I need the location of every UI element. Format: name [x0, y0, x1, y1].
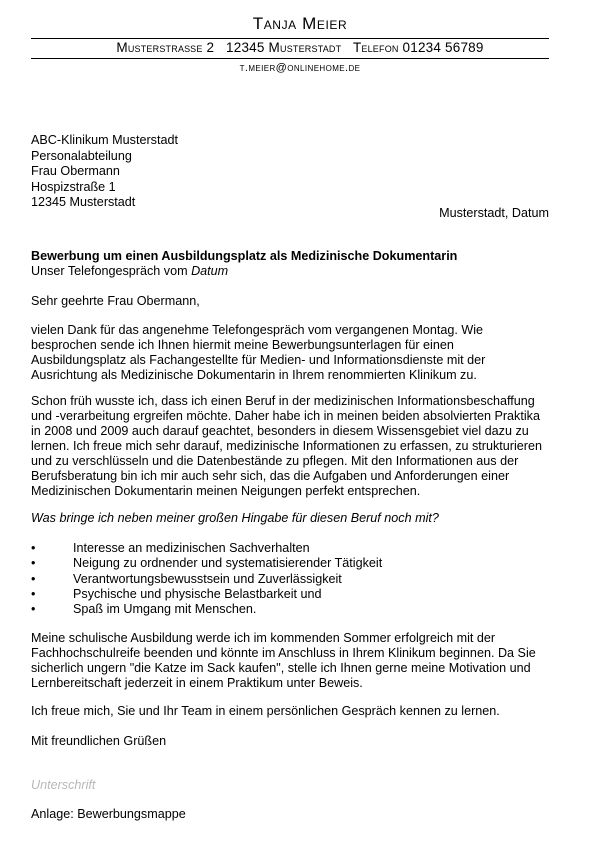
- bullet-icon: •: [31, 586, 36, 601]
- salutation: Sehr geehrte Frau Obermann,: [31, 294, 200, 308]
- paragraph-1: vielen Dank für das angenehme Telefongespräch vom vergangenen Montag. Wie besprochen sende ich Ihnen hiermit meine Bewerbungsunterlagen für einen Ausbildungsplatz als Fachangestellte für Medien- und Informationsdienste mit der Ausrichtung als Medizinische Dokumentarin in Ihrem renommierten Klinikum zu.: [31, 323, 486, 382]
- bullet-icon: •: [31, 556, 36, 571]
- question-line: Was bringe ich neben meiner großen Hingabe für diesen Beruf noch mit?: [31, 511, 439, 525]
- list-item: [31, 556, 547, 571]
- closing-formula: Mit freundlichen Grüßen: [31, 734, 167, 748]
- subject-block: [31, 249, 551, 279]
- qualities-list: [31, 541, 547, 617]
- paragraph-4: Ich freue mich, Sie und Ihr Team in einem persönlichen Gespräch kennen zu lernen.: [31, 704, 500, 718]
- list-item-text: Verantwortungsbewusstsein und Zuverlässigkeit: [73, 571, 342, 586]
- bullet-icon: •: [31, 602, 36, 617]
- list-item: [31, 587, 547, 602]
- list-item: [31, 572, 547, 587]
- list-item: [31, 602, 547, 617]
- letterhead-top-rule: [31, 38, 549, 39]
- recipient-line: Frau Obermann: [31, 164, 120, 178]
- enclosure-line: Anlage: Bewerbungsmappe: [31, 807, 186, 821]
- bullet-icon: •: [31, 541, 36, 555]
- subject-reference-prefix: Unser Telefongespräch vom: [31, 264, 192, 278]
- subject-title: Bewerbung um einen Ausbildungsplatz als Medizinische Dokumentarin: [31, 249, 458, 263]
- recipient-line: Hospizstraße 1: [31, 179, 116, 194]
- list-item: [31, 541, 547, 556]
- list-item-text: Neigung zu ordnender und systematisierender Tätigkeit: [73, 556, 383, 571]
- subject-reference: [31, 264, 551, 279]
- list-item-text: Spaß im Umgang mit Menschen.: [73, 602, 257, 617]
- subject-reference-date: Datum: [191, 264, 229, 278]
- bullet-icon: •: [31, 571, 36, 586]
- list-item-text: Psychische und physische Belastbarkeit und: [73, 586, 322, 601]
- sender-name: Tanja Meier: [252, 14, 348, 33]
- list-item-text: Interesse an medizinischen Sachverhalten: [73, 541, 310, 555]
- recipient-line: 12345 Musterstadt: [31, 195, 136, 209]
- recipient-line: ABC-Klinikum Musterstadt: [31, 133, 178, 147]
- signature-placeholder: Unterschrift: [31, 778, 96, 792]
- recipient-line: Personalabteilung: [31, 148, 132, 163]
- sender-address-line: Musterstraße 2 12345 Musterstadt Telefon 01234 56789: [116, 40, 484, 55]
- sender-email: t.meier@onlinehome.de: [239, 62, 361, 74]
- paragraph-2: Schon früh wusste ich, dass ich einen Beruf in der medizinischen Informationsbeschaffung und -verarbeitung ergreifen möchte. Daher habe ich in meinen beiden absolvierten Praktika in 2008 und 2009 auch darauf geachtet, besonders in diesem Wissensgebiet viel dazu zu lernen. Ich freue mich sehr darauf, medizinische Informationen zu erfassen, zu strukturieren und zu verschlüsseln und die Datenbestände zu pflegen. Mit den Informationen aus der Berufsberatung bin ich mir auch sehr sich, das die Aufgaben und Anforderungen einer Medizinischen Dokumentarin meinen Neigungen perfekt entsprechen.: [31, 394, 542, 498]
- paragraph-3: Meine schulische Ausbildung werde ich im kommenden Sommer erfolgreich mit der Fachhochschulreife beenden und könnte im Anschluss in Ihrem Klinikum beginnen. Da Sie sicherlich ungern "die Katze im Sack kaufen", stelle ich Ihnen gerne meine Motivation und Lernbereitschaft jederzeit in einem Praktikum unter Beweis.: [31, 631, 536, 690]
- letterhead-bottom-rule: [31, 58, 549, 59]
- place-date-line: Musterstadt, Datum: [439, 206, 549, 220]
- recipient-address-block: [31, 133, 178, 211]
